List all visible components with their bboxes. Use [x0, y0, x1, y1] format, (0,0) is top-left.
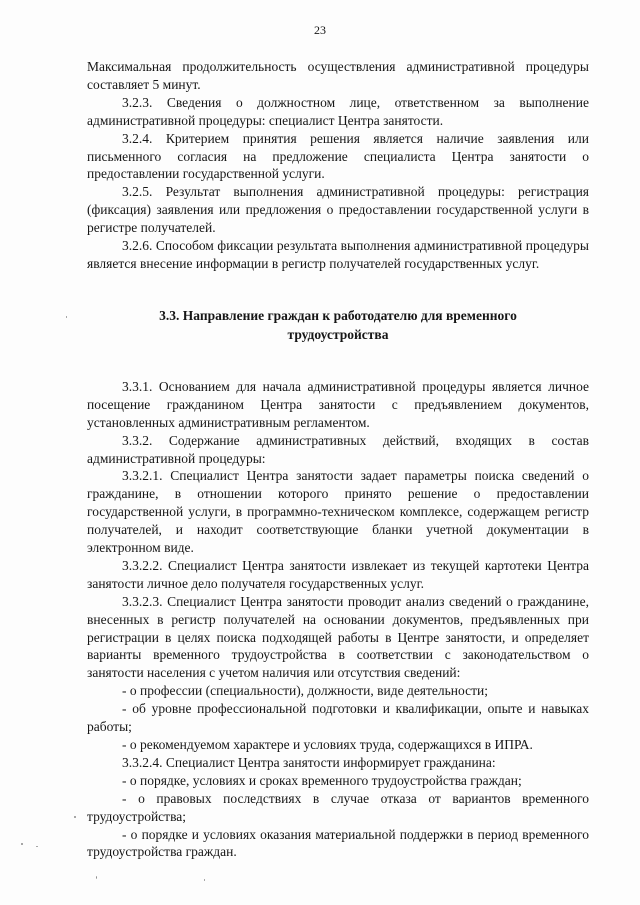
- scan-speck: [36, 846, 38, 847]
- list-item-qualification: - об уровне профессиональной подготовки и квалификации, опыте и навыках работы;: [87, 701, 589, 735]
- paragraph-3-3-2-2: 3.3.2.2. Специалист Центра занятости извлекает из текущей картотеки Центра занятости личное дело получателя государственных услуг.: [87, 557, 589, 591]
- scan-speck: [204, 879, 205, 881]
- list-item-procedure: - о порядке, условиях и сроках временного трудоустройства граждан;: [122, 772, 522, 788]
- paragraph-3-3-2-4: 3.3.2.4. Специалист Центра занятости информирует гражданина:: [122, 754, 496, 770]
- paragraph-3-2-6: 3.2.6. Способом фиксации результата выполнения административной процедуры является внесение информации в регистр получателей государственных услуг.: [87, 238, 589, 271]
- paragraph-3-3-2: 3.3.2. Содержание административных действий, входящих в состав административной процедуры:: [87, 432, 589, 466]
- paragraph-3-2-5: 3.2.5. Результат выполнения административной процедуры: регистрация (фиксация) заявления или предложения о предоставлении государственной услуги в регистре получателей.: [87, 184, 589, 236]
- section-heading: 3.3. Направление граждан к работодателю для временного трудоустройства: [159, 307, 517, 342]
- list-item-legal-consequences: - о правовых последствиях в случае отказа от вариантов временного трудоустройства;: [87, 790, 589, 824]
- paragraph-3-3-2-1: 3.3.2.1. Специалист Центра занятости задает параметры поиска сведений о гражданине, в отношении которого принято решение о предоставлении государственной услуги, в программно-техническом комплексе, содержащем регистр получателей, и находит соответствующие бланки учетной документации в электронном виде.: [87, 468, 589, 556]
- page-number: 23: [314, 23, 326, 37]
- list-item-ipra: - о рекомендуемом характере и условиях труда, содержащихся в ИПРА.: [122, 737, 533, 752]
- scan-speck: [21, 843, 23, 845]
- paragraph-3-3-1: 3.3.1. Основанием для начала административной процедуры является личное посещение гражданином Центра занятости с предъявлением документов, установленных административным регламентом.: [87, 378, 589, 430]
- list-item-profession: - о профессии (специальности), должности, виде деятельности;: [122, 683, 488, 699]
- scan-speck: [96, 876, 97, 879]
- paragraph-3-2-3: 3.2.3. Сведения о должностном лице, ответственном за выполнение административной процедуры: специалист Центра занятости.: [87, 94, 589, 128]
- paragraph-max-duration: Максимальная продолжительность осуществления административной процедуры составляет 5 минут.: [87, 59, 589, 92]
- list-item-material-support: - о порядке и условиях оказания материальной поддержки в период временного трудоустройства граждан.: [87, 826, 589, 860]
- scan-speck: [66, 316, 67, 318]
- paragraph-3-2-4: 3.2.4. Критерием принятия решения является наличие заявления или письменного согласия на предложение специалиста Центра занятости о предоставлении государственной услуги.: [87, 130, 589, 182]
- paragraph-3-3-2-3: 3.3.2.3. Специалист Центра занятости проводит анализ сведений о гражданине, внесенных в регистр получателей на основании документов, предъявленных при регистрации в целях поиска подходящей работы в Центре занятости, и определяет варианты временного трудоустройства в соответствии с законодательством о занятости населения с учетом наличия или отсутствия сведений:: [87, 593, 589, 681]
- scan-speck: [74, 816, 76, 818]
- document-body: [87, 58, 589, 861]
